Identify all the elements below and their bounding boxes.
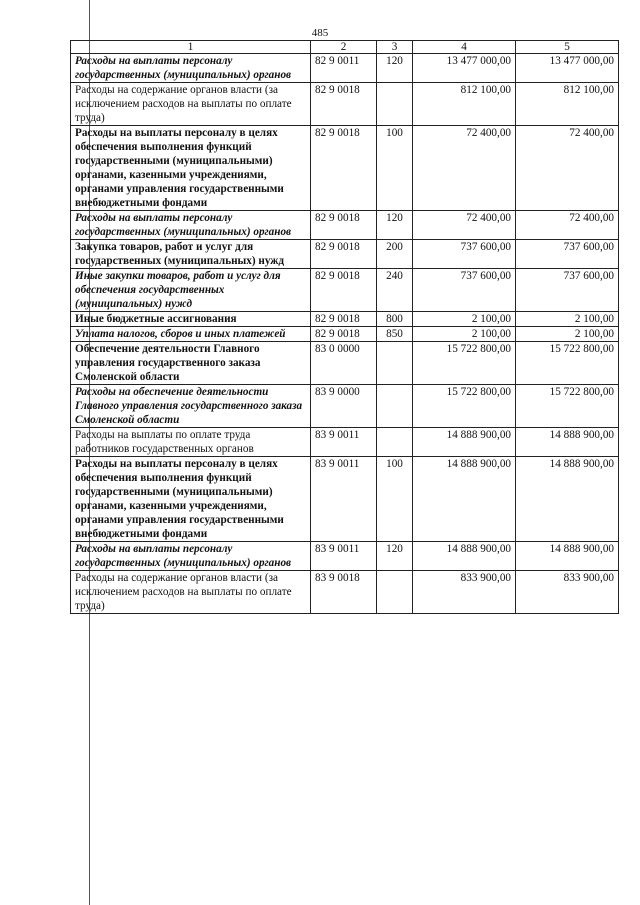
- column-header: 2: [311, 41, 377, 54]
- expense-name-cell: Расходы на содержание органов власти (за исключением расходов на выплаты по оплате труда): [71, 571, 311, 614]
- target-article-code-cell: 82 9 0018: [311, 312, 377, 327]
- expense-type-code-cell: [377, 83, 413, 126]
- expense-name-cell: Расходы на выплаты персоналу государственных (муниципальных) органов: [71, 54, 311, 83]
- target-article-code-cell: 82 9 0018: [311, 269, 377, 312]
- amount-cell: 2 100,00: [413, 327, 516, 342]
- expense-name-cell: Иные бюджетные ассигнования: [71, 312, 311, 327]
- target-article-code-cell: 82 9 0018: [311, 126, 377, 211]
- amount-cell: 13 477 000,00: [516, 54, 619, 83]
- amount-cell: 14 888 900,00: [413, 457, 516, 542]
- expense-name-cell: Расходы на выплаты персоналу государственных (муниципальных) органов: [71, 542, 311, 571]
- expense-type-code-cell: [377, 571, 413, 614]
- expense-type-code-cell: 120: [377, 211, 413, 240]
- expense-name-cell: Расходы на выплаты по оплате труда работников государственных органов: [71, 428, 311, 457]
- amount-cell: 72 400,00: [516, 211, 619, 240]
- expense-type-code-cell: 120: [377, 542, 413, 571]
- amount-cell: 833 900,00: [516, 571, 619, 614]
- expense-type-code-cell: [377, 342, 413, 385]
- expense-name-cell: Иные закупки товаров, работ и услуг для обеспечения государственных (муниципальных) нужд: [71, 269, 311, 312]
- amount-cell: 72 400,00: [516, 126, 619, 211]
- target-article-code-cell: 83 9 0000: [311, 385, 377, 428]
- expense-type-code-cell: 240: [377, 269, 413, 312]
- amount-cell: 72 400,00: [413, 211, 516, 240]
- target-article-code-cell: 82 9 0018: [311, 327, 377, 342]
- expense-name-cell: Расходы на выплаты персоналу в целях обеспечения выполнения функций государственными (муниципальными) органами, казенными учреждениями, органами управления государственными внебюджетными фондами: [71, 457, 311, 542]
- page-number: 485: [311, 27, 329, 39]
- target-article-code-cell: 83 0 0000: [311, 342, 377, 385]
- amount-cell: 2 100,00: [516, 327, 619, 342]
- amount-cell: 15 722 800,00: [413, 342, 516, 385]
- target-article-code-cell: 82 9 0018: [311, 83, 377, 126]
- table-row: [71, 342, 619, 385]
- amount-cell: 14 888 900,00: [413, 428, 516, 457]
- column-header: 1: [71, 41, 311, 54]
- target-article-code-cell: 83 9 0011: [311, 542, 377, 571]
- target-article-code-cell: 83 9 0011: [311, 428, 377, 457]
- target-article-code-cell: 82 9 0018: [311, 211, 377, 240]
- amount-cell: 15 722 800,00: [516, 385, 619, 428]
- column-header: 3: [377, 41, 413, 54]
- target-article-code-cell: 83 9 0018: [311, 571, 377, 614]
- budget-table: [70, 40, 619, 614]
- amount-cell: 812 100,00: [516, 83, 619, 126]
- amount-cell: 737 600,00: [413, 240, 516, 269]
- expense-name-cell: Обеспечение деятельности Главного управления государственного заказа Смоленской области: [71, 342, 311, 385]
- amount-cell: 72 400,00: [413, 126, 516, 211]
- expense-name-cell: Расходы на выплаты персоналу в целях обеспечения выполнения функций государственными (муниципальными) органами, казенными учреждениями, органами управления государственными внебюджетными фондами: [71, 126, 311, 211]
- amount-cell: 737 600,00: [413, 269, 516, 312]
- column-header: 5: [516, 41, 619, 54]
- table-row: [71, 312, 619, 327]
- expense-type-code-cell: 800: [377, 312, 413, 327]
- table-row: [71, 126, 619, 211]
- expense-type-code-cell: 850: [377, 327, 413, 342]
- table-row: [71, 571, 619, 614]
- table-row: [71, 385, 619, 428]
- amount-cell: 14 888 900,00: [516, 457, 619, 542]
- table-header-row: [71, 41, 619, 54]
- table-row: [71, 457, 619, 542]
- expense-type-code-cell: 100: [377, 126, 413, 211]
- table-row: [71, 428, 619, 457]
- expense-type-code-cell: [377, 428, 413, 457]
- expense-type-code-cell: 200: [377, 240, 413, 269]
- amount-cell: 14 888 900,00: [516, 428, 619, 457]
- expense-type-code-cell: 100: [377, 457, 413, 542]
- expense-name-cell: Закупка товаров, работ и услуг для государственных (муниципальных) нужд: [71, 240, 311, 269]
- table-row: [71, 269, 619, 312]
- target-article-code-cell: 82 9 0011: [311, 54, 377, 83]
- expense-name-cell: Расходы на обеспечение деятельности Главного управления государственного заказа Смоленской области: [71, 385, 311, 428]
- expense-name-cell: Уплата налогов, сборов и иных платежей: [71, 327, 311, 342]
- table-row: [71, 83, 619, 126]
- column-header: 4: [413, 41, 516, 54]
- amount-cell: 812 100,00: [413, 83, 516, 126]
- expense-name-cell: Расходы на выплаты персоналу государственных (муниципальных) органов: [71, 211, 311, 240]
- amount-cell: 2 100,00: [516, 312, 619, 327]
- expense-type-code-cell: 120: [377, 54, 413, 83]
- amount-cell: 737 600,00: [516, 269, 619, 312]
- amount-cell: 13 477 000,00: [413, 54, 516, 83]
- expense-type-code-cell: [377, 385, 413, 428]
- amount-cell: 2 100,00: [413, 312, 516, 327]
- amount-cell: 15 722 800,00: [516, 342, 619, 385]
- table-row: [71, 327, 619, 342]
- amount-cell: 737 600,00: [516, 240, 619, 269]
- amount-cell: 14 888 900,00: [413, 542, 516, 571]
- amount-cell: 833 900,00: [413, 571, 516, 614]
- table-row: [71, 542, 619, 571]
- amount-cell: 14 888 900,00: [516, 542, 619, 571]
- amount-cell: 15 722 800,00: [413, 385, 516, 428]
- table-row: [71, 211, 619, 240]
- target-article-code-cell: 83 9 0011: [311, 457, 377, 542]
- table-row: [71, 54, 619, 83]
- expense-name-cell: Расходы на содержание органов власти (за исключением расходов на выплаты по оплате труда): [71, 83, 311, 126]
- table-row: [71, 240, 619, 269]
- target-article-code-cell: 82 9 0018: [311, 240, 377, 269]
